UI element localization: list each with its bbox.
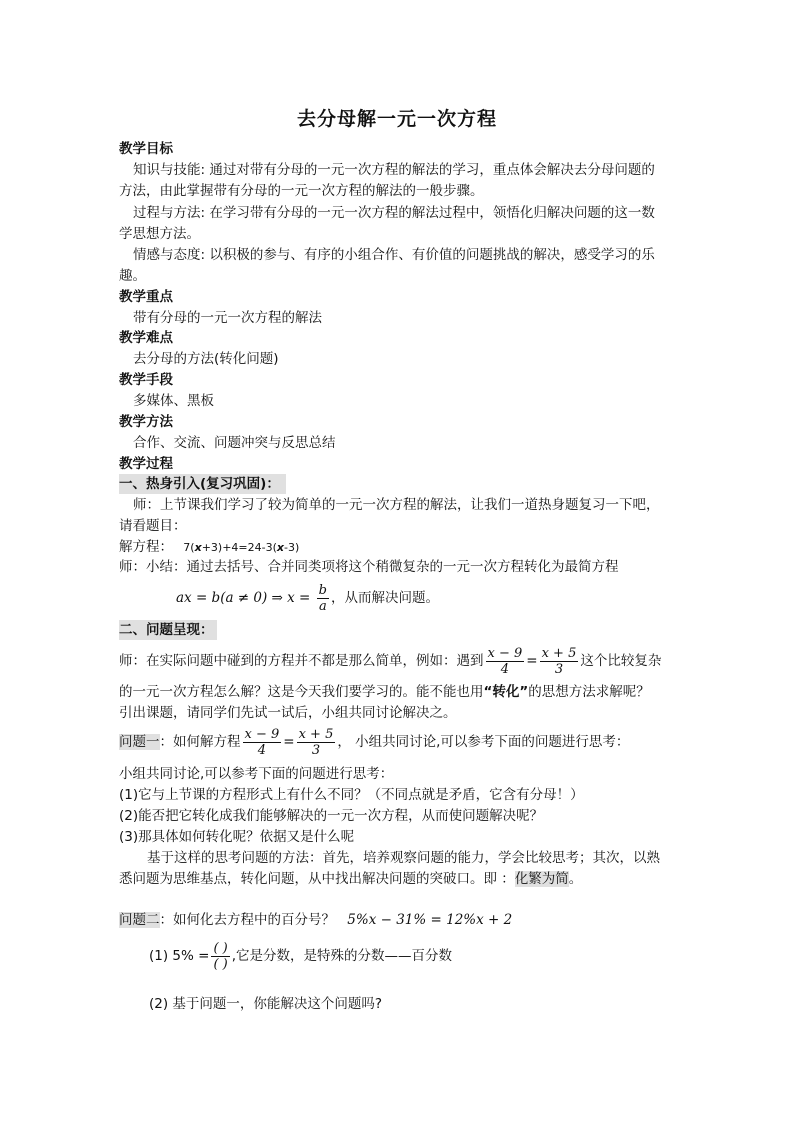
intro-line-1: 师：在实际问题中碰到的方程并不都是那么简单，例如：遇到 $\frac{x - 9}{4}$ = $\frac{x + 5}{3}$ 这个比较复杂	[119, 645, 662, 677]
question-item-1: (1)它与上节课的方程形式上有什么不同？（不同点就是矛盾，它含有分母！）	[119, 787, 584, 803]
heading-means: 教学手段	[119, 372, 173, 388]
discuss-line: 小组共同讨论,可以参考下面的问题进行思考：	[119, 766, 394, 782]
heading-method: 教学方法	[119, 414, 173, 430]
page-title: 去分母解一元一次方程	[296, 108, 497, 130]
teacher-line-2: 请看题目：	[119, 518, 187, 534]
formula-left: ax = b(a ≠ 0) ⇒ x =	[176, 590, 311, 606]
summary-line: 师：小结：通过去括号、合并同类项将这个稍微复杂的一元一次方程转化为最简方程	[119, 559, 619, 575]
question-item-2: (2)能否把它转化成我们能够解决的一元一次方程，从而使问题解决呢？	[119, 808, 544, 824]
section2-heading: 二、问题呈现：	[119, 620, 217, 640]
question-2-line: 问题二：如何化去方程中的百分号？ 5%x − 31% = 12%x + 2	[119, 912, 513, 928]
formula-tail: ，从而解决问题。	[331, 590, 439, 606]
goal-process-1: 过程与方法: 在学习带有分母的一元一次方程的解法过程中，领悟化归解决问题的这一数	[133, 205, 655, 221]
solve-label: 解方程：	[119, 539, 173, 555]
intro-line-3: 引出课题，请同学们先试一试后，小组共同讨论解决之。	[119, 705, 457, 721]
q2-equation: 5%x − 31% = 12%x + 2	[347, 912, 513, 928]
q2-blank-fraction: $\frac{( )}{( )}$	[213, 940, 228, 972]
basis-line-1: 基于这样的思考问题的方法：首先，培养观察问题的能力，学会比较思考；其次，以熟	[147, 850, 660, 866]
goal-knowledge-2: 方法，由此掌握带有分母的一元一次方程的解法的一般步骤。	[119, 183, 484, 199]
question-1-line: 问题一：如何解方程 $\frac{x - 9}{4}$ = $\frac{x + 5}{3}$ ， 小组共同讨论,可以参考下面的问题进行思考：	[119, 726, 630, 758]
goal-emotion-2: 趣。	[119, 268, 146, 284]
intro-line-2: 的一元一次方程怎么解？这是今天我们要学习的。能不能也用“转化”的思想方法求解呢？	[119, 684, 650, 700]
goal-emotion-1: 情感与态度: 以积极的参与、有序的小组合作、有价值的问题挑战的解决，感受学习的乐	[133, 247, 655, 263]
q1-fraction-x-plus-5: $\frac{x + 5}{3}$	[298, 726, 334, 758]
q2-sub-1: (1) 5% = $\frac{( )}{( )}$ ,它是分数，是特殊的分数——百分数	[149, 940, 453, 972]
solve-line	[119, 537, 299, 558]
q2-sub-2: (2) 基于问题一，你能解决这个问题吗?	[149, 996, 383, 1012]
basis-line-2: 悉问题为思维基点，转化问题，从中找出解决问题的突破口。即 ：化繁为简。	[119, 871, 583, 887]
formula-line	[176, 582, 439, 614]
solve-equation: 7(x+3)+4=24-3(x-3)	[183, 541, 300, 554]
key-point-text: 带有分母的一元一次方程的解法	[133, 310, 322, 326]
difficulty-text: 去分母的方法(转化问题)	[133, 351, 279, 367]
goal-process-2: 学思想方法。	[119, 226, 200, 242]
fraction-x-plus-5: $\frac{x + 5}{3}$	[541, 645, 577, 677]
fraction-x-minus-9: $\frac{x - 9}{4}$	[487, 645, 523, 677]
heading-process: 教学过程	[119, 456, 173, 472]
goal-knowledge-1: 知识与技能: 通过对带有分母的一元一次方程的解法的学习，重点体会解决去分母问题的	[133, 162, 655, 178]
heading-goals: 教学目标	[119, 141, 173, 157]
section1-heading: 一、热身引入(复习巩固)：	[119, 474, 286, 494]
heading-difficulty: 教学难点	[119, 330, 173, 346]
q1-fraction-x-minus-9: $\frac{x - 9}{4}$	[244, 726, 280, 758]
heading-key-point: 教学重点	[119, 289, 173, 305]
means-text: 多媒体、黑板	[133, 393, 214, 409]
question-item-3: (3)那具体如何转化呢？依据又是什么呢	[119, 829, 355, 845]
teacher-line-1: 师：上节课我们学习了较为简单的一元一次方程的解法，让我们一道热身题复习一下吧，	[133, 497, 660, 513]
method-text: 合作、交流、问题冲突与反思总结	[133, 435, 336, 451]
formula-fraction: $\frac{b}{a}$	[318, 582, 327, 614]
